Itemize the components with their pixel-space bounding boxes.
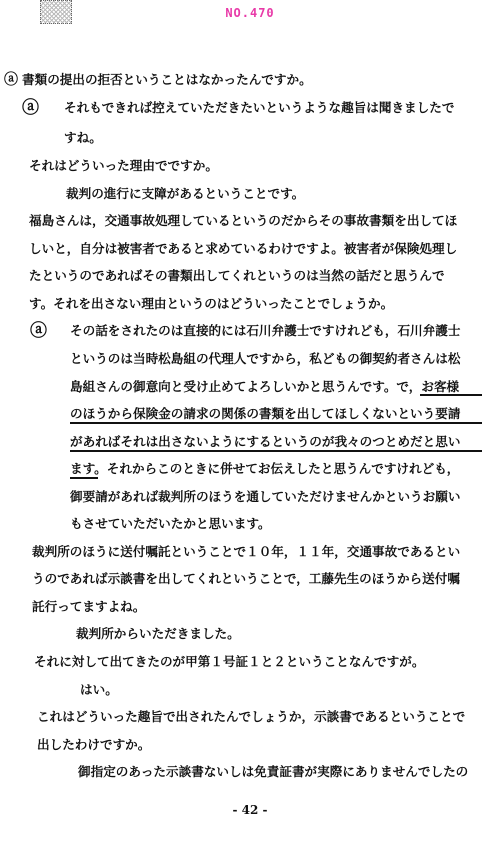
- text-line: 裁判所のほうに送付嘱託ということで１０年，１１年，交通事故であるとい: [32, 544, 461, 559]
- text-line: 出したわけですか。: [37, 737, 151, 752]
- text-line: 裁判所からいただきました。: [76, 626, 240, 641]
- text-line: それに対して出てきたのが甲第１号証１と２ということなんですが。: [34, 654, 425, 669]
- text-line: 島組さんの御意向と受け止めてよろしいかと思うんです。で，お客様: [70, 379, 460, 394]
- text-line: 裁判の進行に支障があるということです。: [66, 186, 305, 201]
- text-line: のほうから保険金の請求の関係の書類を出してほしくないという要請: [70, 406, 461, 421]
- text-line: うのであれば示談書を出してくれということで，工藤先生のほうから送付嘱: [32, 571, 460, 586]
- text-line: はい。: [80, 682, 118, 697]
- text-line: すね。: [64, 130, 102, 145]
- text-line: それはどういった理由でですか。: [29, 158, 218, 173]
- text-line: 書類の提出の拒否ということはなかったんですか。: [22, 72, 312, 87]
- underline-mark: [70, 477, 98, 479]
- text-line: たというのであればその書類出してくれというのは当然の話だと思うんで: [29, 268, 445, 283]
- text-line: それもできれば控えていただきたいというような趣旨は聞きましたで: [64, 100, 455, 115]
- document-number: NO.470: [225, 6, 275, 20]
- circle-marker: ⓐ: [4, 72, 18, 88]
- page-number: - 42 -: [232, 803, 268, 817]
- text-line: 福島さんは，交通事故処理しているというのだからその事故書類を出してほ: [29, 213, 458, 228]
- text-line: しいと，自分は被害者であると求めているわけですよ。被害者が保険処理し: [29, 241, 458, 256]
- circle-marker: ⓐ: [30, 321, 47, 341]
- stamp-mark: [40, 0, 72, 24]
- underline-mark: [420, 394, 482, 396]
- text-line: 託行ってますよね。: [32, 599, 146, 614]
- text-line: があればそれは出さないようにするというのが我々のつとめだと思い: [70, 434, 461, 449]
- text-line: というのは当時松島組の代理人ですから，私どもの御契約者さんは松: [70, 351, 461, 366]
- text-line: 御指定のあった示談書ないしは免責証書が実際にありませんでしたの: [78, 764, 469, 779]
- underline-mark: [70, 450, 482, 452]
- text-line: ます。それからこのときに併せてお伝えしたと思うんですけれども，: [70, 461, 460, 476]
- text-line: その話をされたのは直接的には石川弁護士ですけれども，石川弁護士: [70, 323, 461, 338]
- underline-mark: [70, 422, 482, 424]
- text-line: これはどういった趣旨で出されたんでしょうか，示談書であるということで: [37, 709, 466, 724]
- text-line: もさせていただいたかと思います。: [70, 516, 271, 531]
- circle-marker: ⓐ: [22, 98, 39, 118]
- text-line: 御要請があれば裁判所のほうを通していただけませんかというお願い: [70, 489, 461, 504]
- text-line: す。それを出さない理由というのはどういったことでしょうか。: [29, 296, 394, 311]
